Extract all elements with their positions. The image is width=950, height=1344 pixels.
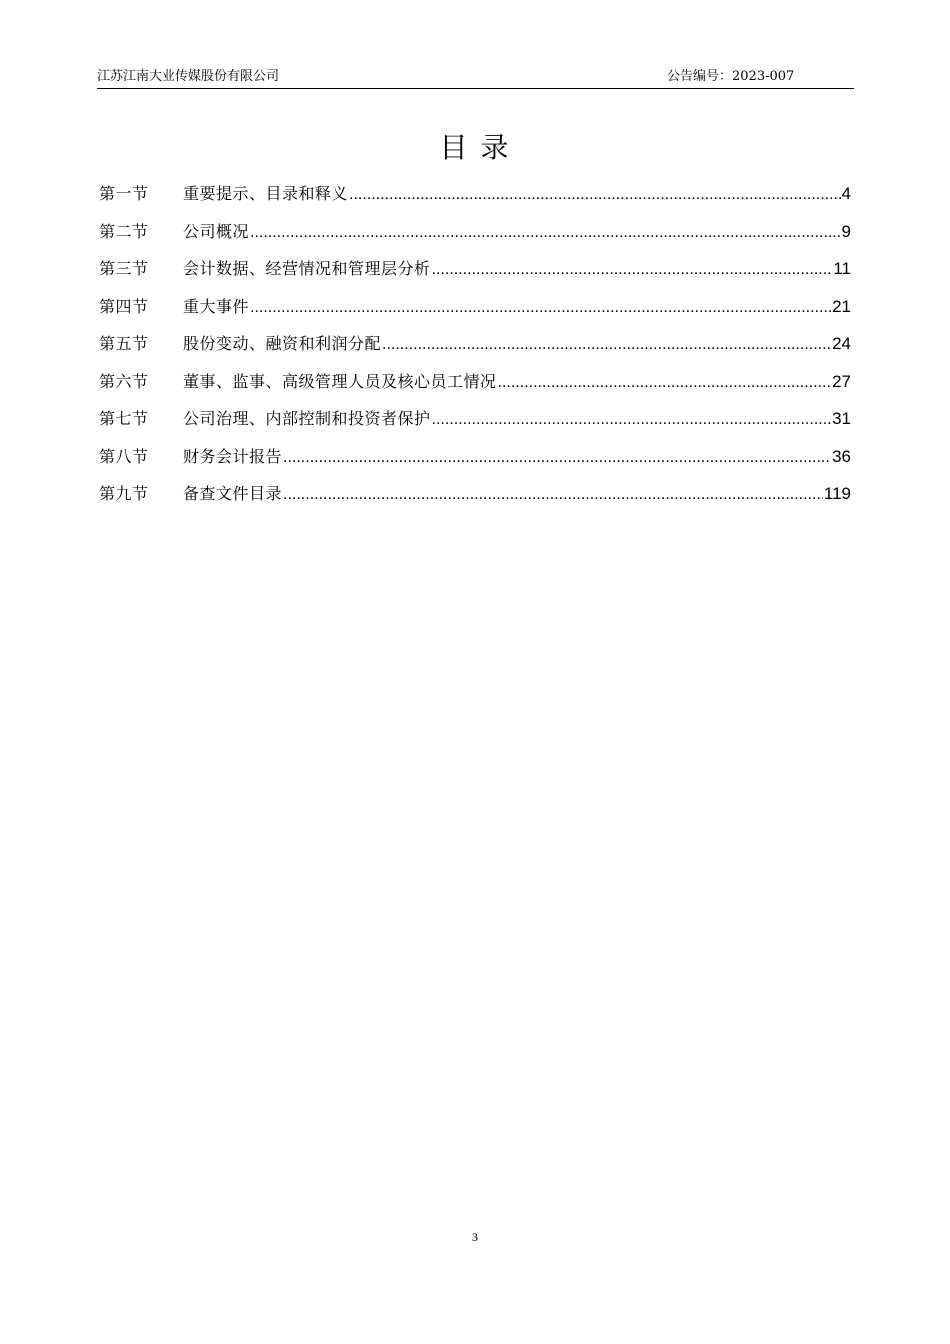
toc-section-number: 第四节 <box>99 296 149 316</box>
toc-section-number: 第八节 <box>99 446 149 466</box>
toc-section-number: 第五节 <box>99 334 149 353</box>
toc-entry-6[interactable] <box>99 363 851 401</box>
toc-dot-leader <box>283 439 831 477</box>
notice-number: 公告编号：2023-007 <box>667 69 795 84</box>
toc-entry-9[interactable] <box>99 475 851 513</box>
toc-entry-2[interactable] <box>99 213 851 251</box>
toc-entry-5[interactable] <box>99 325 851 363</box>
toc-dot-leader <box>283 476 823 514</box>
table-of-contents <box>99 175 851 513</box>
toc-page-number: 36 <box>832 446 851 466</box>
toc-dot-leader <box>432 251 833 289</box>
toc-page-number: 24 <box>832 334 851 353</box>
toc-section-title: 重大事件 <box>183 296 250 316</box>
toc-section-title: 备查文件目录 <box>183 484 283 503</box>
page-header <box>97 66 854 89</box>
toc-entry-8[interactable] <box>99 438 851 476</box>
toc-page-number: 21 <box>832 296 851 316</box>
toc-section-number: 第六节 <box>99 371 149 391</box>
toc-section-title: 股份变动、融资和利润分配 <box>183 334 382 353</box>
toc-section-number: 第七节 <box>99 409 149 428</box>
toc-title: 目 录 <box>439 131 511 164</box>
toc-dot-leader <box>382 326 831 364</box>
toc-dot-leader <box>432 401 832 439</box>
toc-dot-leader <box>250 214 841 252</box>
toc-entry-4[interactable] <box>99 288 851 326</box>
toc-dot-leader <box>250 289 831 327</box>
toc-section-title: 董事、监事、高级管理人员及核心员工情况 <box>183 371 497 391</box>
toc-dot-leader <box>498 364 832 402</box>
toc-section-title: 公司概况 <box>183 221 250 241</box>
toc-entry-7[interactable] <box>99 400 851 438</box>
toc-page-number: 4 <box>841 184 851 203</box>
toc-section-number: 第三节 <box>99 259 149 278</box>
page-number: 3 <box>472 1230 478 1244</box>
toc-page-number: 11 <box>833 259 851 278</box>
toc-section-title: 公司治理、内部控制和投资者保护 <box>183 409 431 428</box>
toc-section-number: 第二节 <box>99 221 149 241</box>
toc-dot-leader <box>349 176 841 214</box>
company-name: 江苏江南大业传媒股份有限公司 <box>97 69 280 84</box>
toc-page-number: 27 <box>832 371 851 391</box>
toc-page-number: 31 <box>832 409 851 428</box>
toc-section-title: 会计数据、经营情况和管理层分析 <box>183 259 431 278</box>
toc-section-title: 重要提示、目录和释义 <box>183 184 349 203</box>
toc-section-number: 第九节 <box>99 484 149 503</box>
toc-section-number: 第一节 <box>99 184 149 203</box>
toc-page-number: 9 <box>841 221 851 241</box>
toc-entry-3[interactable] <box>99 250 851 288</box>
toc-entry-1[interactable] <box>99 175 851 213</box>
toc-section-title: 财务会计报告 <box>183 446 283 466</box>
toc-page-number: 119 <box>823 484 851 503</box>
